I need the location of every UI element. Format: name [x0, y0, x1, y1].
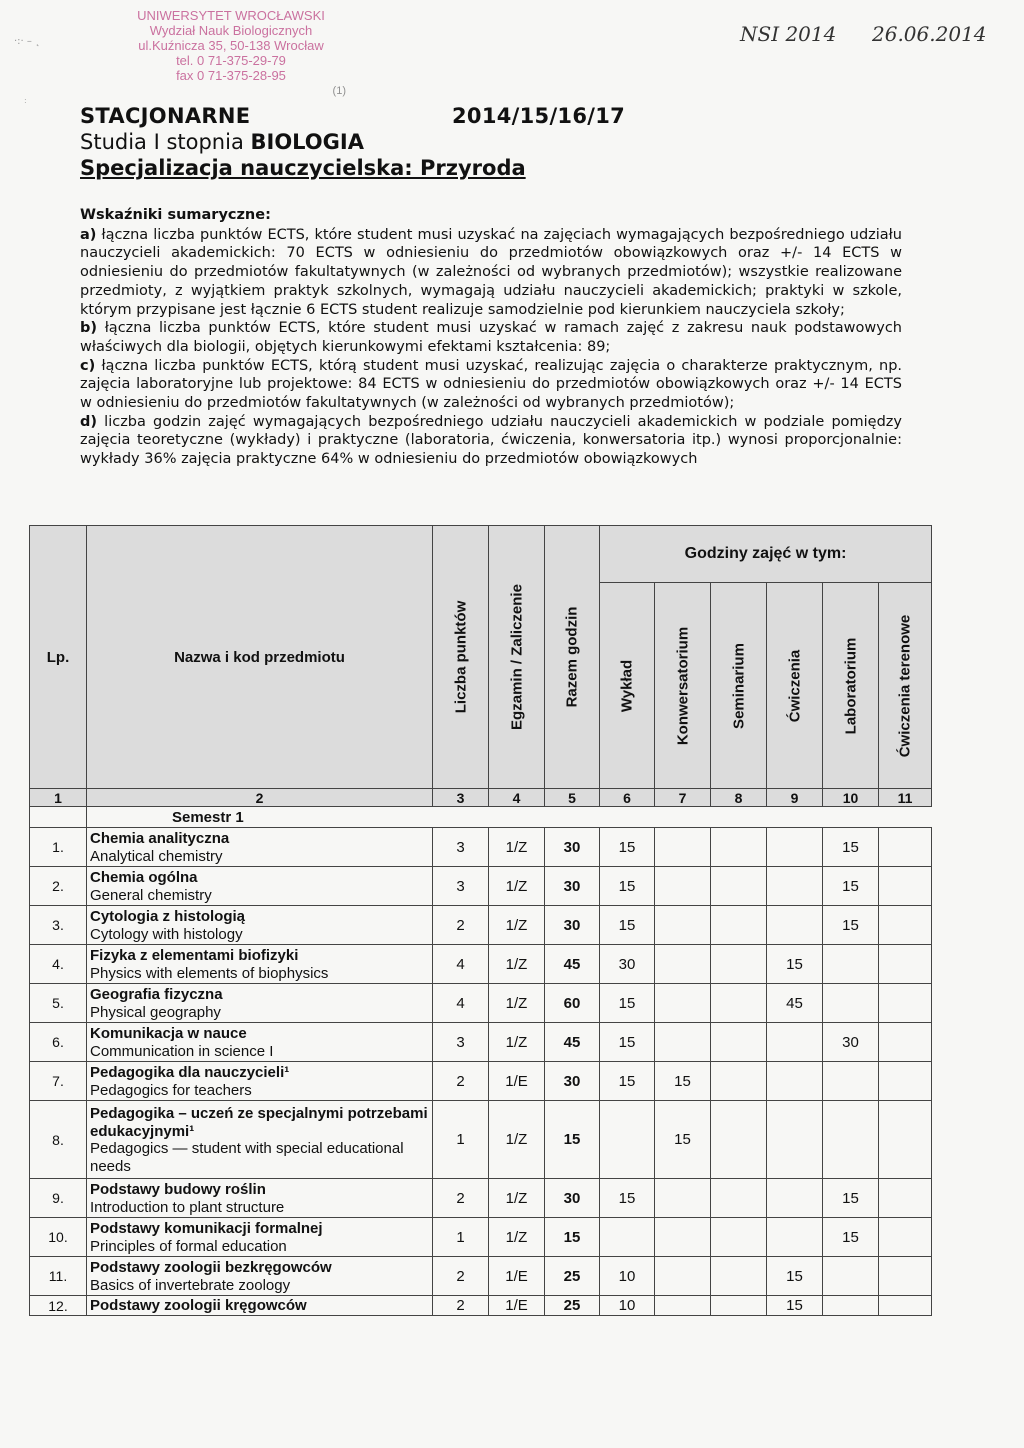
stamp-line: fax 0 71-375-28-95 — [176, 68, 286, 83]
course-name-pl: Komunikacja w nauce — [90, 1025, 247, 1042]
course-conversatorium — [655, 1179, 711, 1218]
course-conversatorium — [655, 1257, 711, 1296]
course-total-hours: 30 — [545, 1062, 600, 1101]
indicator-a — [80, 226, 902, 320]
course-lecture: 15 — [600, 906, 655, 945]
course-name-en: Pedagogics — student with special educational needs — [90, 1140, 404, 1175]
course-name — [87, 1101, 433, 1179]
semester-label: Semestr 1 — [87, 807, 932, 828]
course-points: 4 — [433, 945, 489, 984]
stamp-line: tel. 0 71-375-29-79 — [176, 53, 286, 68]
course-lp: 10. — [30, 1218, 87, 1257]
course-name-pl: Podstawy zoologii bezkręgowców — [90, 1259, 332, 1276]
course-laboratory: 30 — [823, 1023, 879, 1062]
course-name — [87, 1023, 433, 1062]
course-lecture: 15 — [600, 1062, 655, 1101]
course-points: 2 — [433, 1179, 489, 1218]
course-total-hours: 30 — [545, 867, 600, 906]
course-name-pl: Cytologia z histologią — [90, 908, 246, 925]
course-exam: 1/E — [489, 1062, 545, 1101]
course-lp: 1. — [30, 828, 87, 867]
column-number: 3 — [433, 789, 489, 807]
course-lecture — [600, 1101, 655, 1179]
course-conversatorium: 15 — [655, 1101, 711, 1179]
course-name-en: Principles of formal education — [90, 1237, 287, 1255]
course-exam: 1/Z — [489, 1179, 545, 1218]
course-conversatorium — [655, 1218, 711, 1257]
course-name-pl: Podstawy budowy roślin — [90, 1181, 266, 1198]
specialization-title: Specjalizacja nauczycielska: Przyroda — [80, 156, 526, 180]
header-hours-group: Godziny zajęć w tym: — [600, 526, 932, 583]
course-field-exercises — [879, 867, 932, 906]
course-row — [30, 1296, 932, 1316]
course-name — [87, 867, 433, 906]
curriculum-table — [29, 525, 932, 1316]
indicator-label: a) — [80, 226, 97, 243]
scan-artifact-dot: : — [24, 96, 27, 105]
course-conversatorium — [655, 906, 711, 945]
indicator-label: b) — [80, 320, 98, 337]
course-name-en: Basics of invertebrate zoology — [90, 1276, 291, 1294]
academic-years: 2014/15/16/17 — [452, 104, 626, 128]
course-lp: 8. — [30, 1101, 87, 1179]
course-points: 3 — [433, 867, 489, 906]
indicator-text: łączna liczba punktów ECTS, które student musi uzyskać w ramach zajęć z zakresu nauk podstawowych właściwych dla biologii, objętych kierunkowymi efektami kształcenia: 89; — [80, 320, 902, 355]
column-number-row — [30, 789, 932, 807]
column-number: 6 — [600, 789, 655, 807]
course-name-pl: Geografia fizyczna — [90, 986, 223, 1003]
course-exam: 1/Z — [489, 828, 545, 867]
course-lp: 4. — [30, 945, 87, 984]
course-exam: 1/E — [489, 1257, 545, 1296]
header-total-label: Razem godzin — [563, 606, 581, 708]
course-laboratory — [823, 1296, 879, 1316]
course-field-exercises — [879, 1062, 932, 1101]
indicator-text: łączna liczba punktów ECTS, które student musi uzyskać na zajęciach wymagających bezpośredniego udziału nauczycieli akademickich: 70 ECTS w odniesieniu do przedmiotów obowiązkowych oraz +/- 14 ECTS w odniesieniu do przedmiotów fakultatywnych (w zależności od wybranych przedmiotów); wszystkie realizowane przedmioty, z wyjątkiem praktyk szkolnych, wymagają udziału nauczycieli akademickich; praktyki w szkole, którym przypisane jest łącznie 6 ECTS student realizuje samodzielnie pod kierunkiem nauczyciela szkoły; — [80, 226, 902, 318]
course-points: 2 — [433, 906, 489, 945]
course-lecture: 15 — [600, 828, 655, 867]
course-name-pl: Podstawy zoologii kręgowców — [90, 1297, 307, 1315]
course-seminar — [711, 1023, 767, 1062]
document-header — [80, 104, 680, 180]
course-row — [30, 828, 932, 867]
header-field-exercises — [879, 583, 932, 789]
course-total-hours: 30 — [545, 1179, 600, 1218]
course-points: 2 — [433, 1296, 489, 1316]
header-laboratory — [823, 583, 879, 789]
header-lp: Lp. — [30, 526, 87, 789]
course-conversatorium — [655, 828, 711, 867]
course-row — [30, 945, 932, 984]
course-conversatorium — [655, 984, 711, 1023]
course-name-en: General chemistry — [90, 886, 212, 904]
course-row — [30, 1218, 932, 1257]
stamp-line: Wydział Nauk Biologicznych — [149, 23, 313, 38]
course-lecture — [600, 1218, 655, 1257]
course-exercises — [767, 828, 823, 867]
course-row — [30, 984, 932, 1023]
header-exam-label: Egzamin / Zaliczenie — [508, 584, 525, 730]
header-lab-label: Laboratorium — [842, 637, 859, 734]
course-exercises — [767, 906, 823, 945]
header-conv-label: Konwersatorium — [674, 626, 691, 745]
course-lecture: 15 — [600, 984, 655, 1023]
course-field-exercises — [879, 984, 932, 1023]
course-seminar — [711, 945, 767, 984]
handwritten-date: 26.06.2014 — [872, 22, 987, 46]
course-seminar — [711, 1257, 767, 1296]
column-number: 9 — [767, 789, 823, 807]
course-conversatorium — [655, 1023, 711, 1062]
header-exercises-label: Ćwiczenia — [786, 649, 803, 722]
course-exam: 1/E — [489, 1296, 545, 1316]
header-field-label: Ćwiczenia terenowe — [896, 614, 914, 757]
summary-indicators — [80, 206, 902, 469]
course-name-pl: Chemia ogólna — [90, 869, 198, 886]
course-name-pl: Podstawy komunikacji formalnej — [90, 1220, 323, 1237]
course-seminar — [711, 1179, 767, 1218]
course-lecture: 15 — [600, 1179, 655, 1218]
semester-row — [30, 807, 932, 828]
course-row — [30, 1257, 932, 1296]
course-lecture: 10 — [600, 1296, 655, 1316]
course-laboratory — [823, 945, 879, 984]
course-points: 2 — [433, 1257, 489, 1296]
course-total-hours: 30 — [545, 906, 600, 945]
course-total-hours: 30 — [545, 828, 600, 867]
course-exercises — [767, 867, 823, 906]
course-exam: 1/Z — [489, 1101, 545, 1179]
indicator-label: c) — [80, 357, 96, 374]
column-number: 11 — [879, 789, 932, 807]
course-total-hours: 25 — [545, 1257, 600, 1296]
course-lp: 12. — [30, 1296, 87, 1316]
course-lp: 11. — [30, 1257, 87, 1296]
indicator-d — [80, 413, 902, 469]
course-conversatorium — [655, 1296, 711, 1316]
indicator-text: liczba godzin zajęć wymagających bezpośredniego udziału nauczycieli akademickich w podziale pomiędzy zajęcia teoretyczne (wykłady) i praktyczne (laboratoria, ćwiczenia, konwersatoria itp.) wynosi proporcjonalnie: wykłady 36% zajęcia praktyczne 64% w odniesieniu do przedmiotów obowiązkowych — [80, 413, 902, 468]
course-field-exercises — [879, 1257, 932, 1296]
scan-artifact: ·:· – ˛ — [14, 36, 41, 47]
course-laboratory: 15 — [823, 1218, 879, 1257]
course-name — [87, 984, 433, 1023]
course-total-hours: 60 — [545, 984, 600, 1023]
course-lp: 2. — [30, 867, 87, 906]
course-conversatorium — [655, 867, 711, 906]
course-exam: 1/Z — [489, 906, 545, 945]
stamp-line: ul.Kuźnicza 35, 50-138 Wrocław — [138, 38, 324, 53]
course-total-hours: 45 — [545, 1023, 600, 1062]
course-laboratory: 15 — [823, 906, 879, 945]
course-exercises: 45 — [767, 984, 823, 1023]
course-name — [87, 1296, 433, 1316]
semester-lp-cell — [30, 807, 87, 828]
course-name-en: Pedagogics for teachers — [90, 1081, 252, 1099]
course-exam: 1/Z — [489, 984, 545, 1023]
course-field-exercises — [879, 945, 932, 984]
indicator-c — [80, 357, 902, 413]
stamp-number: (1) — [332, 85, 346, 97]
course-field-exercises — [879, 828, 932, 867]
course-exercises — [767, 1101, 823, 1179]
course-exam: 1/Z — [489, 867, 545, 906]
course-name — [87, 906, 433, 945]
course-row — [30, 1062, 932, 1101]
course-total-hours: 15 — [545, 1218, 600, 1257]
column-number: 5 — [545, 789, 600, 807]
column-number: 7 — [655, 789, 711, 807]
university-stamp — [96, 8, 366, 97]
header-seminar — [711, 583, 767, 789]
header-conversatorium — [655, 583, 711, 789]
column-number: 1 — [30, 789, 87, 807]
course-row — [30, 1023, 932, 1062]
course-seminar — [711, 828, 767, 867]
header-seminar-label: Seminarium — [730, 642, 747, 729]
course-field-exercises — [879, 1296, 932, 1316]
course-row — [30, 1101, 932, 1179]
course-exercises — [767, 1179, 823, 1218]
course-lecture: 10 — [600, 1257, 655, 1296]
indicator-label: d) — [80, 413, 98, 430]
course-exercises — [767, 1023, 823, 1062]
course-name — [87, 945, 433, 984]
course-field-exercises — [879, 1101, 932, 1179]
course-name-en: Cytology with histology — [90, 925, 243, 943]
course-conversatorium: 15 — [655, 1062, 711, 1101]
course-exercises: 15 — [767, 1296, 823, 1316]
indicator-text: łączna liczba punktów ECTS, którą student musi uzyskać, realizując zajęcia o charakterze praktycznym, np. zajęcia laboratoryjne lub projektowe: 84 ECTS w odniesieniu do przedmiotów obowiązkowych oraz +/- 14 ECTS w odniesieniu do przedmiotów fakultatywnych (w zależności od wybranych przedmiotów); — [80, 357, 903, 412]
course-laboratory: 15 — [823, 1179, 879, 1218]
course-name-en: Physics with elements of biophysics — [90, 964, 329, 982]
course-laboratory: 15 — [823, 828, 879, 867]
study-prefix: Studia I stopnia — [80, 130, 251, 154]
course-laboratory — [823, 1062, 879, 1101]
course-seminar — [711, 1296, 767, 1316]
course-name — [87, 1062, 433, 1101]
course-seminar — [711, 867, 767, 906]
course-name-en: Physical geography — [90, 1003, 221, 1021]
course-name — [87, 1218, 433, 1257]
course-seminar — [711, 1101, 767, 1179]
course-seminar — [711, 1218, 767, 1257]
handwritten-reference: NSI 2014 — [740, 22, 837, 46]
course-points: 4 — [433, 984, 489, 1023]
header-lecture-label: Wykład — [618, 659, 636, 712]
course-total-hours: 15 — [545, 1101, 600, 1179]
course-exercises — [767, 1218, 823, 1257]
course-name-pl: Chemia analityczna — [90, 830, 230, 847]
column-number: 2 — [87, 789, 433, 807]
course-exam: 1/Z — [489, 1218, 545, 1257]
course-row — [30, 906, 932, 945]
course-name — [87, 828, 433, 867]
course-row — [30, 1179, 932, 1218]
course-field-exercises — [879, 1179, 932, 1218]
header-exam — [489, 526, 545, 789]
course-seminar — [711, 1062, 767, 1101]
column-number: 10 — [823, 789, 879, 807]
course-lp: 3. — [30, 906, 87, 945]
study-mode: STACJONARNE — [80, 104, 251, 128]
stamp-line: UNIWERSYTET WROCŁAWSKI — [137, 8, 325, 23]
header-course-name: Nazwa i kod przedmiotu — [87, 526, 433, 789]
course-name-pl: Pedagogika – uczeń ze specjalnymi potrzebami edukacyjnymi¹ — [90, 1105, 428, 1140]
course-name-en: Introduction to plant structure — [90, 1198, 285, 1216]
column-number: 4 — [489, 789, 545, 807]
course-total-hours: 25 — [545, 1296, 600, 1316]
course-name-en: Communication in science I — [90, 1042, 274, 1060]
study-field: BIOLOGIA — [250, 130, 364, 154]
course-row — [30, 867, 932, 906]
course-exam: 1/Z — [489, 1023, 545, 1062]
course-points: 2 — [433, 1062, 489, 1101]
course-seminar — [711, 984, 767, 1023]
course-name-en: Analytical chemistry — [90, 847, 223, 865]
indicator-b — [80, 319, 902, 356]
course-lecture: 15 — [600, 867, 655, 906]
course-name-pl: Fizyka z elementami biofizyki — [90, 947, 299, 964]
course-conversatorium — [655, 945, 711, 984]
course-exercises: 15 — [767, 1257, 823, 1296]
header-exercises — [767, 583, 823, 789]
course-laboratory: 15 — [823, 867, 879, 906]
course-total-hours: 45 — [545, 945, 600, 984]
course-lecture: 30 — [600, 945, 655, 984]
column-number: 8 — [711, 789, 767, 807]
header-points-label: Liczba punktów — [452, 600, 469, 714]
header-total-hours — [545, 526, 600, 789]
course-laboratory — [823, 1101, 879, 1179]
course-field-exercises — [879, 906, 932, 945]
course-points: 1 — [433, 1218, 489, 1257]
course-lp: 9. — [30, 1179, 87, 1218]
course-exercises: 15 — [767, 945, 823, 984]
header-lecture — [600, 583, 655, 789]
course-field-exercises — [879, 1218, 932, 1257]
course-name — [87, 1179, 433, 1218]
summary-title: Wskaźniki sumaryczne: — [80, 207, 271, 223]
course-laboratory — [823, 1257, 879, 1296]
course-field-exercises — [879, 1023, 932, 1062]
course-name-pl: Pedagogika dla nauczycieli¹ — [90, 1064, 290, 1081]
course-exam: 1/Z — [489, 945, 545, 984]
course-lp: 6. — [30, 1023, 87, 1062]
course-laboratory — [823, 984, 879, 1023]
course-exercises — [767, 1062, 823, 1101]
course-points: 1 — [433, 1101, 489, 1179]
course-name — [87, 1257, 433, 1296]
course-seminar — [711, 906, 767, 945]
study-level — [80, 130, 680, 154]
header-points — [433, 526, 489, 789]
course-lp: 7. — [30, 1062, 87, 1101]
course-lp: 5. — [30, 984, 87, 1023]
course-points: 3 — [433, 1023, 489, 1062]
course-points: 3 — [433, 828, 489, 867]
course-lecture: 15 — [600, 1023, 655, 1062]
